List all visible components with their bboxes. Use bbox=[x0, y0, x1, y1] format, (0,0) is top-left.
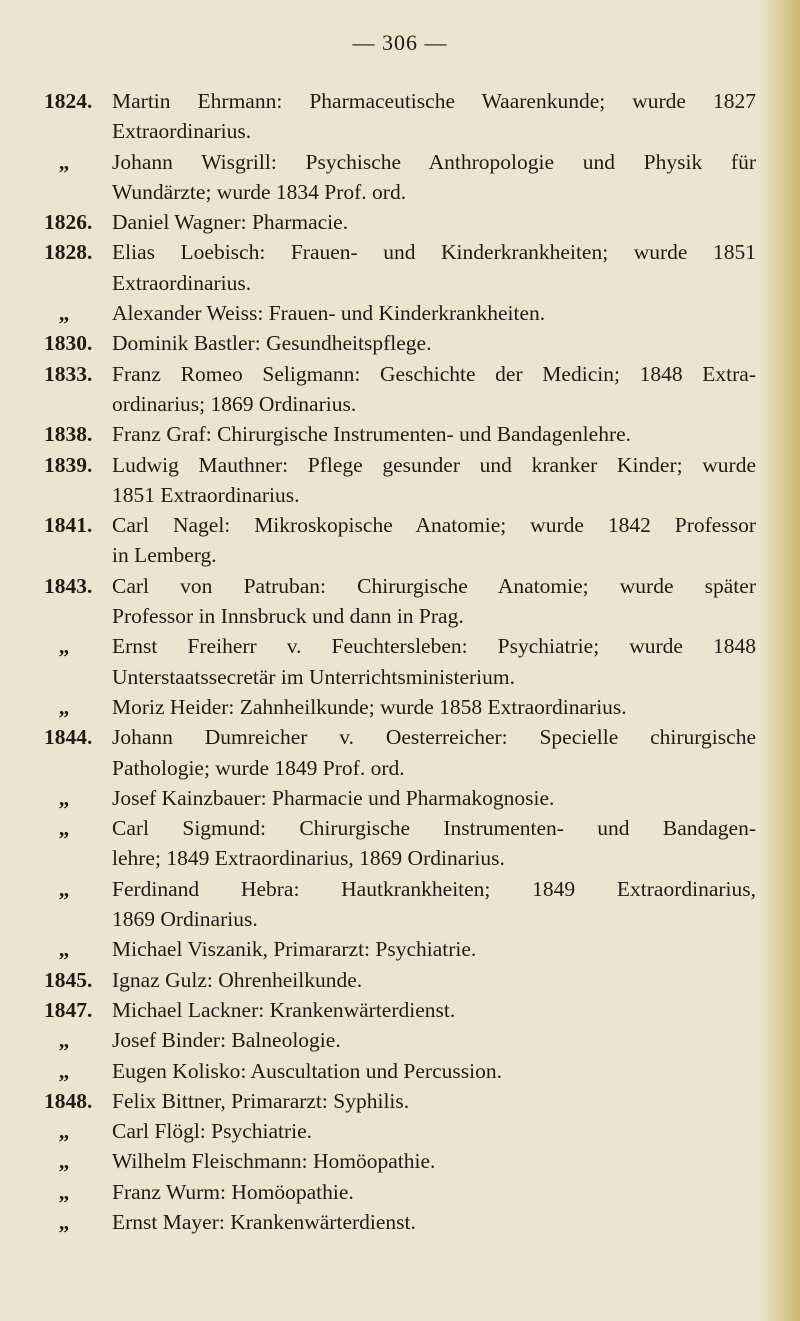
ditto-mark: „ bbox=[58, 1179, 70, 1204]
page-number-header: — 306 — bbox=[352, 30, 448, 55]
entry-text bbox=[112, 1025, 756, 1055]
entry-text bbox=[112, 419, 756, 449]
entry-line: Wilhelm Fleischmann: Homöopathie. bbox=[112, 1149, 436, 1174]
entry-line: Michael Lackner: Krankenwärterdienst. bbox=[112, 997, 456, 1022]
ditto-mark: „ bbox=[58, 876, 70, 901]
faculty-entry bbox=[44, 237, 756, 298]
entry-text bbox=[112, 359, 756, 420]
entry-line: Carl Nagel: Mikroskopische Anatomie; wurde 1842 Professor bbox=[112, 513, 756, 538]
entry-text bbox=[112, 965, 756, 995]
entry-line: Franz Wurm: Homöopathie. bbox=[112, 1179, 354, 1204]
entry-line: Elias Loebisch: Frauen- und Kinderkrankheiten; wurde 1851 bbox=[112, 240, 756, 265]
entry-line: Josef Binder: Balneologie. bbox=[112, 1028, 341, 1053]
ditto-mark: „ bbox=[58, 1058, 70, 1083]
entry-text bbox=[112, 934, 756, 964]
ditto-mark: „ bbox=[58, 1028, 70, 1053]
entry-text bbox=[112, 1056, 756, 1086]
entry-line: Johann Dumreicher v. Oesterreicher: Specielle chirurgische bbox=[112, 725, 756, 750]
faculty-entry bbox=[44, 1207, 756, 1237]
faculty-entry bbox=[44, 722, 756, 783]
entry-text bbox=[112, 1207, 756, 1237]
entry-text bbox=[112, 783, 756, 813]
entry-line: Professor in Innsbruck und dann in Prag. bbox=[112, 604, 464, 629]
entry-year: 1839. bbox=[44, 452, 93, 477]
faculty-entry bbox=[44, 1177, 756, 1207]
faculty-entry bbox=[44, 419, 756, 449]
faculty-entry bbox=[44, 631, 756, 692]
entry-text bbox=[112, 147, 756, 208]
entry-text bbox=[112, 298, 756, 328]
entry-text bbox=[112, 692, 756, 722]
faculty-entry bbox=[44, 359, 756, 420]
entry-year: 1828. bbox=[44, 240, 93, 265]
entry-text bbox=[112, 237, 756, 298]
entry-year: 1848. bbox=[44, 1088, 93, 1113]
faculty-entry bbox=[44, 207, 756, 237]
entry-line: Pathologie; wurde 1849 Prof. ord. bbox=[112, 755, 405, 780]
entry-line: Alexander Weiss: Frauen- und Kinderkrankheiten. bbox=[112, 301, 546, 326]
entry-year: 1838. bbox=[44, 422, 93, 447]
entry-line: Moriz Heider: Zahnheilkunde; wurde 1858 Extraordinarius. bbox=[112, 694, 627, 719]
ditto-mark: „ bbox=[58, 634, 70, 659]
entry-line: Dominik Bastler: Gesundheitspflege. bbox=[112, 331, 432, 356]
entry-line: Ferdinand Hebra: Hautkrankheiten; 1849 Extraordinarius, bbox=[112, 876, 756, 901]
entry-text bbox=[112, 328, 756, 358]
ditto-mark: „ bbox=[58, 1209, 70, 1234]
ditto-mark: „ bbox=[58, 1149, 70, 1174]
faculty-entry bbox=[44, 783, 756, 813]
entry-year: 1833. bbox=[44, 361, 93, 386]
entry-text bbox=[112, 1177, 756, 1207]
entry-line: Ernst Freiherr v. Feuchtersleben: Psychiatrie; wurde 1848 bbox=[112, 634, 756, 659]
entry-line: Martin Ehrmann: Pharmaceutische Waarenkunde; wurde 1827 bbox=[112, 89, 756, 113]
entry-text bbox=[112, 1116, 756, 1146]
ditto-mark: „ bbox=[58, 1119, 70, 1144]
ditto-mark: „ bbox=[58, 301, 70, 326]
entry-line: Ludwig Mauthner: Pflege gesunder und kranker Kinder; wurde bbox=[112, 452, 756, 477]
entry-text bbox=[112, 510, 756, 571]
entry-text bbox=[112, 86, 756, 147]
entry-text bbox=[112, 722, 756, 783]
faculty-entry bbox=[44, 1086, 756, 1116]
entry-line: Carl Sigmund: Chirurgische Instrumenten- und Bandagen- bbox=[112, 816, 756, 841]
entry-line: Unterstaatssecretär im Unterrichtsministerium. bbox=[112, 664, 515, 689]
ditto-mark: „ bbox=[58, 937, 70, 962]
entry-line: Ignaz Gulz: Ohrenheilkunde. bbox=[112, 967, 363, 992]
faculty-entry bbox=[44, 147, 756, 208]
ditto-mark: „ bbox=[58, 149, 70, 174]
entry-line: Johann Wisgrill: Psychische Anthropologie und Physik für bbox=[112, 149, 756, 174]
entry-text bbox=[112, 631, 756, 692]
entry-line: Daniel Wagner: Pharmacie. bbox=[112, 210, 349, 235]
faculty-entry bbox=[44, 1146, 756, 1176]
entry-year: 1844. bbox=[44, 725, 93, 750]
entry-year: 1826. bbox=[44, 210, 93, 235]
entry-text bbox=[112, 995, 756, 1025]
entry-year: 1845. bbox=[44, 967, 93, 992]
entry-line: Extraordinarius. bbox=[112, 270, 252, 295]
page-edge-shadow bbox=[760, 0, 800, 1321]
entry-line: Felix Bittner, Primararzt: Syphilis. bbox=[112, 1088, 410, 1113]
entry-line: Extraordinarius. bbox=[112, 119, 252, 144]
faculty-entry bbox=[44, 965, 756, 995]
faculty-entry bbox=[44, 450, 756, 511]
entry-text bbox=[112, 571, 756, 632]
entry-list bbox=[44, 86, 756, 1237]
faculty-entry bbox=[44, 298, 756, 328]
faculty-entry bbox=[44, 1056, 756, 1086]
entry-text bbox=[112, 1086, 756, 1116]
entry-year: 1830. bbox=[44, 331, 93, 356]
entry-line: Franz Romeo Seligmann: Geschichte der Medicin; 1848 Extra- bbox=[112, 361, 756, 386]
faculty-entry bbox=[44, 571, 756, 632]
faculty-entry bbox=[44, 934, 756, 964]
ditto-mark: „ bbox=[58, 816, 70, 841]
entry-line: lehre; 1849 Extraordinarius, 1869 Ordinarius. bbox=[112, 846, 505, 871]
entry-text bbox=[112, 874, 756, 935]
entry-year: 1847. bbox=[44, 997, 93, 1022]
faculty-entry bbox=[44, 328, 756, 358]
entry-year: 1843. bbox=[44, 573, 93, 598]
faculty-entry bbox=[44, 510, 756, 571]
entry-line: 1851 Extraordinarius. bbox=[112, 482, 300, 507]
entry-line: Michael Viszanik, Primararzt: Psychiatrie. bbox=[112, 937, 477, 962]
faculty-entry bbox=[44, 813, 756, 874]
entry-year: 1841. bbox=[44, 513, 93, 538]
entry-line: 1869 Ordinarius. bbox=[112, 907, 258, 932]
entry-line: Wundärzte; wurde 1834 Prof. ord. bbox=[112, 179, 407, 204]
faculty-entry bbox=[44, 1025, 756, 1055]
entry-line: Carl Flögl: Psychiatrie. bbox=[112, 1119, 313, 1144]
ditto-mark: „ bbox=[58, 785, 70, 810]
faculty-entry bbox=[44, 995, 756, 1025]
entry-line: in Lemberg. bbox=[112, 543, 217, 568]
entry-text bbox=[112, 813, 756, 874]
faculty-entry bbox=[44, 692, 756, 722]
entry-line: ordinarius; 1869 Ordinarius. bbox=[112, 391, 357, 416]
entry-line: Franz Graf: Chirurgische Instrumenten- und Bandagenlehre. bbox=[112, 422, 632, 447]
faculty-entry bbox=[44, 874, 756, 935]
entry-text bbox=[112, 450, 756, 511]
faculty-entry bbox=[44, 1116, 756, 1146]
entry-line: Ernst Mayer: Krankenwärterdienst. bbox=[112, 1209, 416, 1234]
entry-text bbox=[112, 207, 756, 237]
entry-line: Carl von Patruban: Chirurgische Anatomie; wurde später bbox=[112, 573, 756, 598]
entry-text bbox=[112, 1146, 756, 1176]
entry-line: Eugen Kolisko: Auscultation und Percussion. bbox=[112, 1058, 502, 1083]
entry-line: Josef Kainzbauer: Pharmacie und Pharmakognosie. bbox=[112, 785, 555, 810]
faculty-entry bbox=[44, 86, 756, 147]
ditto-mark: „ bbox=[58, 694, 70, 719]
entry-year: 1824. bbox=[44, 89, 93, 113]
